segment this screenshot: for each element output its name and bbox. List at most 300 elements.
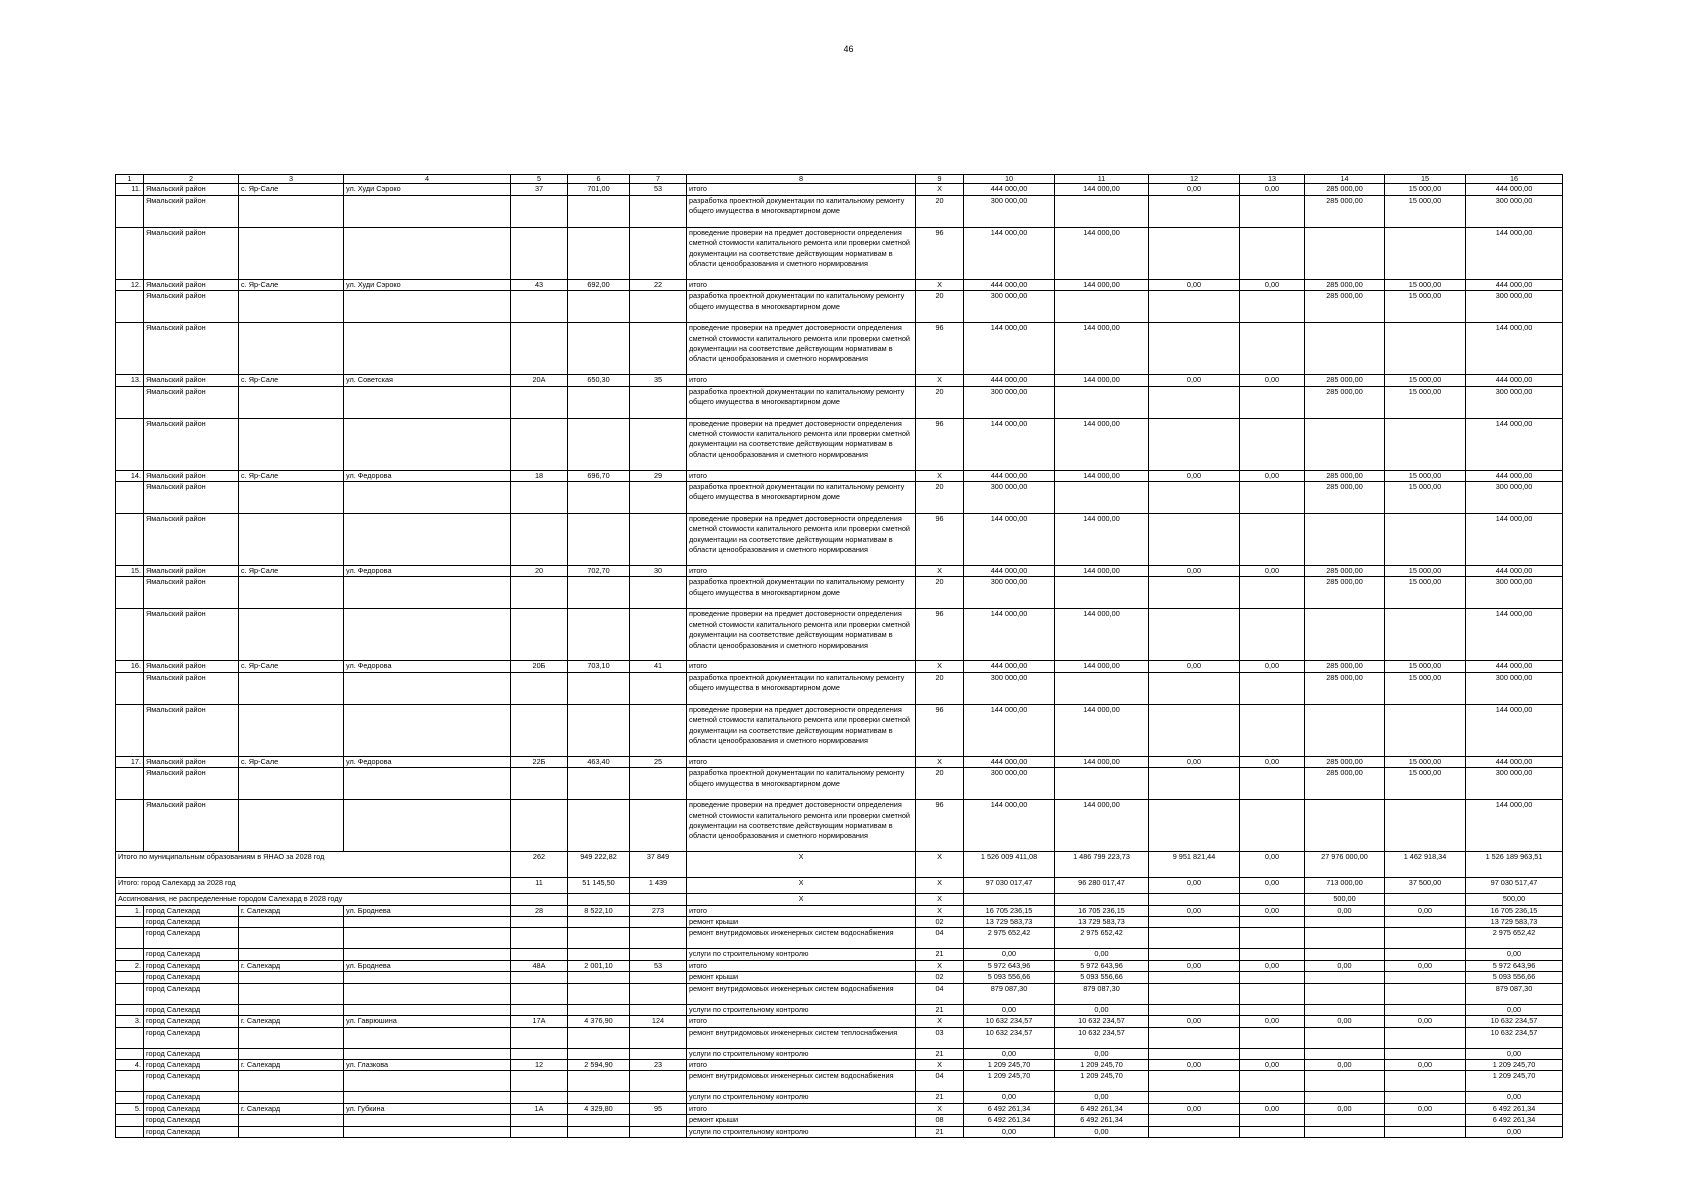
table-cell [239, 672, 344, 704]
cell-14: 285 000,00 [1305, 375, 1385, 386]
cell-11: 144 000,00 [1055, 514, 1149, 566]
work-code: 96 [916, 800, 964, 852]
cell-11: 144 000,00 [1055, 566, 1149, 577]
table-cell [239, 482, 344, 514]
table-cell [239, 577, 344, 609]
settlement: с. Яр-Сале [239, 470, 344, 481]
table-cell [116, 577, 144, 609]
work-type: разработка проектной документации по капитальному ремонту общего имущества в многоквартирном доме [687, 386, 916, 418]
table-cell [116, 800, 144, 852]
cell-10: 0,00 [964, 1092, 1055, 1103]
cell-11: 0,00 [1055, 949, 1149, 960]
table-cell [239, 768, 344, 800]
table-cell [568, 928, 630, 949]
table-cell [568, 972, 630, 983]
work-type: итого [687, 1059, 916, 1070]
table-cell [344, 482, 511, 514]
table-cell [116, 917, 144, 928]
house-number: 48А [511, 960, 568, 971]
municipality: город Салехард [144, 1126, 239, 1137]
table-cell [116, 386, 144, 418]
table-cell [116, 514, 144, 566]
cell-14: 285 000,00 [1305, 470, 1385, 481]
table-cell [1240, 1092, 1305, 1103]
cell-16: 144 000,00 [1466, 609, 1563, 661]
table-cell [239, 949, 344, 960]
table-cell [511, 1115, 568, 1126]
cell-16: 444 000,00 [1466, 184, 1563, 195]
settlement: г. Салехард [239, 1059, 344, 1070]
municipality: город Салехард [144, 1115, 239, 1126]
cell-11: 144 000,00 [1055, 323, 1149, 375]
work-type: ремонт внутридомовых инженерных систем водоснабжения [687, 928, 916, 949]
cell-5: 11 [511, 878, 568, 894]
work-type: разработка проектной документации по капитальному ремонту общего имущества в многоквартирном доме [687, 577, 916, 609]
cell-11: 10 632 234,57 [1055, 1027, 1149, 1048]
table-cell [344, 917, 511, 928]
table-cell [116, 1126, 144, 1137]
table-cell [344, 1092, 511, 1103]
cell-16: 16 705 236,15 [1466, 905, 1563, 916]
table-cell [630, 1115, 687, 1126]
residents: 53 [630, 184, 687, 195]
work-code: 08 [916, 1115, 964, 1126]
table-cell [630, 514, 687, 566]
house-number: 18 [511, 470, 568, 481]
cell-10: 300 000,00 [964, 482, 1055, 514]
area: 463,40 [568, 756, 630, 767]
table-cell [568, 227, 630, 279]
work-type: итого [687, 375, 916, 386]
object-total-row [116, 1103, 1563, 1114]
table-cell [239, 323, 344, 375]
table-cell [1149, 291, 1240, 323]
table-cell [1055, 894, 1149, 905]
table-cell [116, 1027, 144, 1048]
table-cell [1305, 514, 1385, 566]
cell-13: 0,00 [1240, 905, 1305, 916]
column-header: 12 [1149, 175, 1240, 184]
street: ул. Советская [344, 375, 511, 386]
cell-11: 0,00 [1055, 1004, 1149, 1015]
cell-10: 1 209 245,70 [964, 1059, 1055, 1070]
house-number: 20 [511, 566, 568, 577]
salekhard-total-row [116, 878, 1563, 894]
work-type: итого [687, 470, 916, 481]
cell-14: 0,00 [1305, 1103, 1385, 1114]
work-type: итого [687, 566, 916, 577]
table-cell [1149, 514, 1240, 566]
column-header: 9 [916, 175, 964, 184]
row-number: 15. [116, 566, 144, 577]
table-cell [239, 1092, 344, 1103]
row-number: 1. [116, 905, 144, 916]
municipality: город Салехард [144, 983, 239, 1004]
row-number: 11. [116, 184, 144, 195]
area: 692,00 [568, 279, 630, 290]
municipality: Ямальский район [144, 375, 239, 386]
table-cell [511, 386, 568, 418]
cell-16: 0,00 [1466, 1126, 1563, 1137]
table-cell [511, 577, 568, 609]
table-cell [1149, 386, 1240, 418]
municipality: город Салехард [144, 1048, 239, 1059]
cell-15: 15 000,00 [1385, 482, 1466, 514]
area: 4 376,90 [568, 1016, 630, 1027]
cell-15: 15 000,00 [1385, 184, 1466, 195]
work-type: ремонт внутридомовых инженерных систем водоснабжения [687, 983, 916, 1004]
table-cell [1055, 195, 1149, 227]
street: ул. Федорова [344, 756, 511, 767]
table-cell [1385, 609, 1466, 661]
table-cell [1055, 768, 1149, 800]
cell-10: 1 209 245,70 [964, 1071, 1055, 1092]
table-cell [630, 323, 687, 375]
cell-10: 144 000,00 [964, 800, 1055, 852]
settlement: г. Салехард [239, 905, 344, 916]
table-cell [1385, 949, 1466, 960]
table-cell [116, 704, 144, 756]
residents: 124 [630, 1016, 687, 1027]
cell-10: 444 000,00 [964, 566, 1055, 577]
work-type: услуги по строительному контролю [687, 949, 916, 960]
table-cell [1149, 983, 1240, 1004]
house-number: 43 [511, 279, 568, 290]
municipality: Ямальский район [144, 470, 239, 481]
cell-9: Х [916, 852, 964, 878]
house-number: 28 [511, 905, 568, 916]
cell-11: 144 000,00 [1055, 470, 1149, 481]
work-row [116, 323, 1563, 375]
table-cell [511, 482, 568, 514]
work-code: 04 [916, 928, 964, 949]
object-total-row [116, 375, 1563, 386]
object-total-row [116, 905, 1563, 916]
work-code: 04 [916, 983, 964, 1004]
column-header: 13 [1240, 175, 1305, 184]
cell-16: 13 729 583,73 [1466, 917, 1563, 928]
object-total-row [116, 661, 1563, 672]
row-number: 2. [116, 960, 144, 971]
cell-14: 0,00 [1305, 1059, 1385, 1070]
header-row [116, 175, 1563, 184]
table-cell [1149, 1071, 1240, 1092]
row-number: 16. [116, 661, 144, 672]
table-cell [511, 768, 568, 800]
cell-10: 16 705 236,15 [964, 905, 1055, 916]
work-code: Х [916, 1103, 964, 1114]
table-cell [1240, 928, 1305, 949]
cell-14: 285 000,00 [1305, 756, 1385, 767]
work-type: итого [687, 905, 916, 916]
cell-16: 6 492 261,34 [1466, 1115, 1563, 1126]
cell-7: 1 439 [630, 878, 687, 894]
work-row [116, 386, 1563, 418]
cell-10: 0,00 [964, 1048, 1055, 1059]
cell-10: 0,00 [964, 1004, 1055, 1015]
cell-11: 144 000,00 [1055, 375, 1149, 386]
cell-16: 444 000,00 [1466, 756, 1563, 767]
cell-10: 144 000,00 [964, 514, 1055, 566]
municipality: город Салехард [144, 1004, 239, 1015]
table-cell [1240, 704, 1305, 756]
table-cell [568, 323, 630, 375]
row-number: 14. [116, 470, 144, 481]
row-number: 5. [116, 1103, 144, 1114]
table-cell [344, 972, 511, 983]
settlement: г. Салехард [239, 960, 344, 971]
cell-10: 10 632 234,57 [964, 1016, 1055, 1027]
table-cell [1305, 1092, 1385, 1103]
cell-10: 13 729 583,73 [964, 917, 1055, 928]
work-type: проведение проверки на предмет достоверности определения сметной стоимости капитального ремонта или проверки сметной документации на соответствие действующим нормативам в области ценообразования и сметного нормирования [687, 514, 916, 566]
table-cell [1385, 1027, 1466, 1048]
table-cell [1305, 949, 1385, 960]
street: ул. Худи Сэроко [344, 184, 511, 195]
cell-12: 0,00 [1149, 470, 1240, 481]
table-cell [344, 1071, 511, 1092]
table-cell [344, 609, 511, 661]
table-cell [1149, 1027, 1240, 1048]
table-cell [1240, 1027, 1305, 1048]
object-total-row [116, 184, 1563, 195]
cell-11: 1 209 245,70 [1055, 1059, 1149, 1070]
table-cell [1055, 672, 1149, 704]
table-cell [568, 983, 630, 1004]
table-cell [1149, 928, 1240, 949]
table-cell [116, 1115, 144, 1126]
column-header: 6 [568, 175, 630, 184]
cell-11: 144 000,00 [1055, 756, 1149, 767]
table-cell [630, 1071, 687, 1092]
work-code: 96 [916, 323, 964, 375]
municipality: Ямальский район [144, 323, 239, 375]
column-header: 16 [1466, 175, 1563, 184]
work-code: Х [916, 661, 964, 672]
residents: 29 [630, 470, 687, 481]
work-code: 21 [916, 949, 964, 960]
table-cell [1055, 577, 1149, 609]
cell-16: 444 000,00 [1466, 566, 1563, 577]
table-cell [1149, 1048, 1240, 1059]
residents: 23 [630, 1059, 687, 1070]
municipality: город Салехард [144, 917, 239, 928]
residents: 41 [630, 661, 687, 672]
work-code: 02 [916, 972, 964, 983]
cell-15: 15 000,00 [1385, 756, 1466, 767]
table-cell [1149, 768, 1240, 800]
work-row [116, 1004, 1563, 1015]
table-cell [344, 768, 511, 800]
table-cell [511, 972, 568, 983]
table-cell [1305, 609, 1385, 661]
cell-10: 444 000,00 [964, 375, 1055, 386]
work-type: итого [687, 184, 916, 195]
table-cell [568, 195, 630, 227]
municipality: Ямальский район [144, 291, 239, 323]
table-cell [1305, 704, 1385, 756]
table-cell [1149, 917, 1240, 928]
municipality: Ямальский район [144, 577, 239, 609]
work-type: ремонт крыши [687, 972, 916, 983]
table-cell [568, 894, 630, 905]
table-cell [630, 1126, 687, 1137]
table-cell [630, 672, 687, 704]
table-cell [630, 704, 687, 756]
cell-12: 0,00 [1149, 756, 1240, 767]
work-row [116, 800, 1563, 852]
table-cell [1305, 1071, 1385, 1092]
work-code: 21 [916, 1004, 964, 1015]
table-cell [1240, 949, 1305, 960]
work-type: итого [687, 279, 916, 290]
table-cell [116, 1004, 144, 1015]
cell-15: 0,00 [1385, 1103, 1466, 1114]
table-cell [344, 1048, 511, 1059]
cell-15: 0,00 [1385, 960, 1466, 971]
work-code: 20 [916, 482, 964, 514]
table-cell [116, 928, 144, 949]
table-cell [511, 1071, 568, 1092]
work-code: Х [916, 905, 964, 916]
table-cell [1385, 1092, 1466, 1103]
table-cell [1149, 1004, 1240, 1015]
table-cell [511, 928, 568, 949]
table-cell [116, 983, 144, 1004]
table-cell [1240, 195, 1305, 227]
table-cell [1305, 972, 1385, 983]
cell-11: 13 729 583,73 [1055, 917, 1149, 928]
cell-12: 0,00 [1149, 279, 1240, 290]
cell-10: 300 000,00 [964, 386, 1055, 418]
table-cell [116, 323, 144, 375]
table-cell [511, 949, 568, 960]
table-cell [1240, 514, 1305, 566]
work-type: ремонт крыши [687, 1115, 916, 1126]
cell-10: 300 000,00 [964, 577, 1055, 609]
cell-14: 285 000,00 [1305, 184, 1385, 195]
table-cell [511, 672, 568, 704]
cell-15: 0,00 [1385, 1016, 1466, 1027]
work-type: ремонт внутридомовых инженерных систем водоснабжения [687, 1071, 916, 1092]
work-type: итого [687, 661, 916, 672]
table-cell [239, 418, 344, 470]
cell-15: 15 000,00 [1385, 577, 1466, 609]
work-row [116, 949, 1563, 960]
cell-14: 285 000,00 [1305, 386, 1385, 418]
residents: 35 [630, 375, 687, 386]
work-type: услуги по строительному контролю [687, 1004, 916, 1015]
cell-10: 444 000,00 [964, 470, 1055, 481]
cell-12: 0,00 [1149, 1103, 1240, 1114]
table-cell [511, 917, 568, 928]
table-cell [511, 418, 568, 470]
cell-9: Х [916, 878, 964, 894]
table-cell [239, 983, 344, 1004]
table-cell [344, 1027, 511, 1048]
cell-16: 300 000,00 [1466, 577, 1563, 609]
cell-15: 1 462 918,34 [1385, 852, 1466, 878]
table-cell [1385, 418, 1466, 470]
table-cell [239, 1004, 344, 1015]
table-cell [1149, 1115, 1240, 1126]
work-type: услуги по строительному контролю [687, 1048, 916, 1059]
table-cell [116, 768, 144, 800]
object-total-row [116, 470, 1563, 481]
cell-15: 15 000,00 [1385, 386, 1466, 418]
table-cell [630, 482, 687, 514]
municipality: Ямальский район [144, 227, 239, 279]
work-row [116, 972, 1563, 983]
work-type: ремонт внутридомовых инженерных систем теплоснабжения [687, 1027, 916, 1048]
cell-13: 0,00 [1240, 661, 1305, 672]
cell-16: 144 000,00 [1466, 418, 1563, 470]
yanao-total-row [116, 852, 1563, 878]
table-cell [630, 928, 687, 949]
cell-13: 0,00 [1240, 756, 1305, 767]
house-number: 22Б [511, 756, 568, 767]
cell-10: 444 000,00 [964, 184, 1055, 195]
table-cell [568, 704, 630, 756]
table-cell [630, 386, 687, 418]
cell-10: 0,00 [964, 949, 1055, 960]
table-cell [568, 949, 630, 960]
table-cell [1385, 917, 1466, 928]
work-row [116, 514, 1563, 566]
table-cell [630, 227, 687, 279]
table-cell [1149, 1092, 1240, 1103]
municipality: Ямальский район [144, 184, 239, 195]
cell-11: 144 000,00 [1055, 661, 1149, 672]
cell-14: 500,00 [1305, 894, 1385, 905]
table-cell [511, 800, 568, 852]
settlement: с. Яр-Сале [239, 756, 344, 767]
cell-10: 300 000,00 [964, 291, 1055, 323]
cell-11: 1 486 799 223,73 [1055, 852, 1149, 878]
street: ул. Броднева [344, 960, 511, 971]
capital-repair-table [115, 174, 1563, 1138]
table-cell [239, 514, 344, 566]
area: 696,70 [568, 470, 630, 481]
table-cell [1055, 386, 1149, 418]
table-cell [630, 972, 687, 983]
cell-11: 5 972 643,96 [1055, 960, 1149, 971]
table-cell [344, 418, 511, 470]
work-type: разработка проектной документации по капитальному ремонту общего имущества в многоквартирном доме [687, 672, 916, 704]
work-code: Х [916, 184, 964, 195]
cell-10: 1 526 009 411,08 [964, 852, 1055, 878]
work-type: проведение проверки на предмет достоверности определения сметной стоимости капитального ремонта или проверки сметной документации на соответствие действующим нормативам в области ценообразования и сметного нормирования [687, 227, 916, 279]
cell-13: 0,00 [1240, 184, 1305, 195]
table-cell [344, 672, 511, 704]
cell-16: 144 000,00 [1466, 323, 1563, 375]
row-number: 13. [116, 375, 144, 386]
table-cell [568, 1115, 630, 1126]
table-cell [568, 1092, 630, 1103]
table-cell [630, 609, 687, 661]
table-cell [568, 291, 630, 323]
table-cell [1240, 972, 1305, 983]
table-cell [1240, 482, 1305, 514]
table-cell [239, 195, 344, 227]
cell-8: Х [687, 852, 916, 878]
cell-6: 949 222,82 [568, 852, 630, 878]
municipality: город Салехард [144, 1027, 239, 1048]
work-type: итого [687, 1016, 916, 1027]
table-cell [1240, 768, 1305, 800]
cell-16: 0,00 [1466, 1048, 1563, 1059]
municipality: Ямальский район [144, 386, 239, 418]
